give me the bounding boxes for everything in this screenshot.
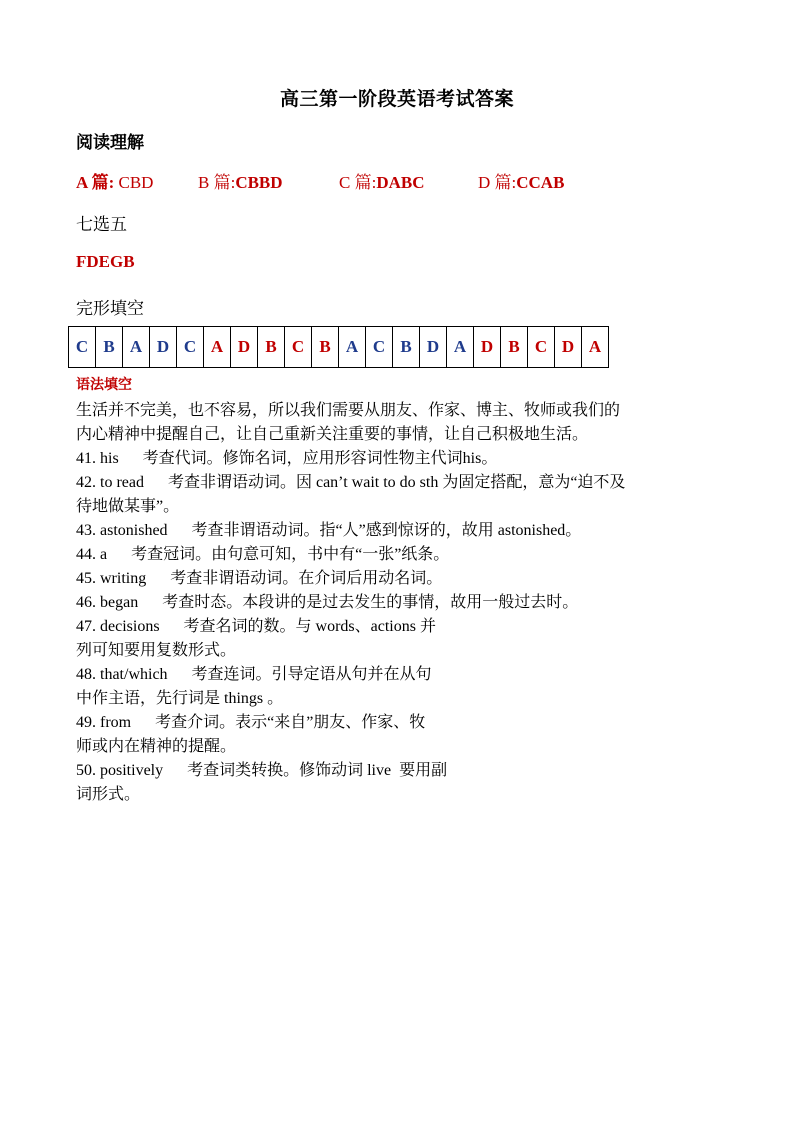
grammar-line: 生活并不完美，也不容易，所以我们需要从朋友、作家、博主、牧师或我们的 xyxy=(76,402,621,419)
grammar-line: 待地做某事”。 xyxy=(76,498,180,515)
reading-part-b xyxy=(198,168,339,193)
grammar-line: 43. astonished 考查非谓语动词。指“人”感到惊讶的，故用 astonished。 xyxy=(76,522,582,539)
reading-part-d xyxy=(478,168,564,193)
grammar-line: 42. to read 考查非谓语动词。因 can’t wait to do sth 为固定搭配，意为“迫不及 xyxy=(76,474,626,491)
cloze-answer-cell: D xyxy=(150,327,177,368)
reading-part-b-answer: CBBD xyxy=(235,173,283,192)
grammar-line: 45. writing 考查非谓语动词。在介词后用动名词。 xyxy=(76,570,443,587)
reading-part-d-label: D 篇: xyxy=(478,173,517,192)
cloze-answer-cell: A xyxy=(204,327,231,368)
cloze-answer-cell: B xyxy=(312,327,339,368)
grammar-line: 50. positively 考查词类转换。修饰动词 live 要用副 xyxy=(76,762,448,779)
cloze-answer-cell: C xyxy=(366,327,393,368)
grammar-line: 49. from 考查介词。表示“来自”朋友、作家、牧 xyxy=(76,714,426,731)
grammar-heading: 语法填空 xyxy=(76,377,132,393)
grammar-line: 中作主语，先行词是 things 。 xyxy=(76,690,284,707)
reading-part-c xyxy=(339,168,478,193)
cloze-answer-cell: C xyxy=(177,327,204,368)
cloze-answer-cell: B xyxy=(501,327,528,368)
cloze-answer-cell: B xyxy=(258,327,285,368)
reading-part-a-answer: CBD xyxy=(118,173,154,192)
reading-part-a xyxy=(76,168,198,193)
reading-part-a-label: A 篇: xyxy=(76,173,115,192)
grammar-line: 46. began 考查时态。本段讲的是过去发生的事情，故用一般过去时。 xyxy=(76,594,579,611)
cloze-answer-table xyxy=(68,326,609,368)
cloze-answer-row xyxy=(69,327,609,368)
page-title: 高三第一阶段英语考试答案 xyxy=(279,89,514,110)
grammar-line: 内心精神中提醒自己，让自己重新关注重要的事情，让自己积极地生活。 xyxy=(76,426,589,443)
grammar-line: 48. that/which 考查连词。引导定语从句并在从句 xyxy=(76,666,432,683)
seven-choose-five-heading: 七选五 xyxy=(76,215,127,234)
grammar-line: 41. his 考查代词。修饰名词，应用形容词性物主代词his。 xyxy=(76,450,498,467)
cloze-answer-cell: A xyxy=(582,327,609,368)
cloze-answer-cell: A xyxy=(447,327,474,368)
grammar-line: 词形式。 xyxy=(76,786,141,803)
cloze-answer-cell: B xyxy=(96,327,123,368)
cloze-answer-cell: D xyxy=(231,327,258,368)
grammar-line: 47. decisions 考查名词的数。与 words、actions 并 xyxy=(76,618,436,635)
reading-part-d-answer: CCAB xyxy=(516,173,565,192)
cloze-answer-cell: C xyxy=(528,327,555,368)
grammar-line: 列可知要用复数形式。 xyxy=(76,642,237,659)
cloze-answer-cell: A xyxy=(123,327,150,368)
cloze-heading: 完形填空 xyxy=(76,299,144,318)
grammar-line: 44. a 考查冠词。由句意可知，书中有“一张”纸条。 xyxy=(76,546,450,563)
seven-choose-five-answer: FDEGB xyxy=(76,252,135,271)
reading-part-b-label: B 篇: xyxy=(198,173,236,192)
cloze-answer-cell: D xyxy=(474,327,501,368)
grammar-body xyxy=(76,399,726,807)
reading-part-c-answer: DABC xyxy=(376,173,425,192)
grammar-line: 师或内在精神的提醒。 xyxy=(76,738,237,755)
cloze-answer-cell: C xyxy=(69,327,96,368)
reading-part-c-label: C 篇: xyxy=(339,173,377,192)
cloze-answer-cell: A xyxy=(339,327,366,368)
reading-answers-row xyxy=(76,168,564,193)
cloze-answer-cell: B xyxy=(393,327,420,368)
cloze-answer-cell: D xyxy=(555,327,582,368)
reading-heading: 阅读理解 xyxy=(76,133,144,152)
cloze-answer-cell: C xyxy=(285,327,312,368)
cloze-answer-cell: D xyxy=(420,327,447,368)
